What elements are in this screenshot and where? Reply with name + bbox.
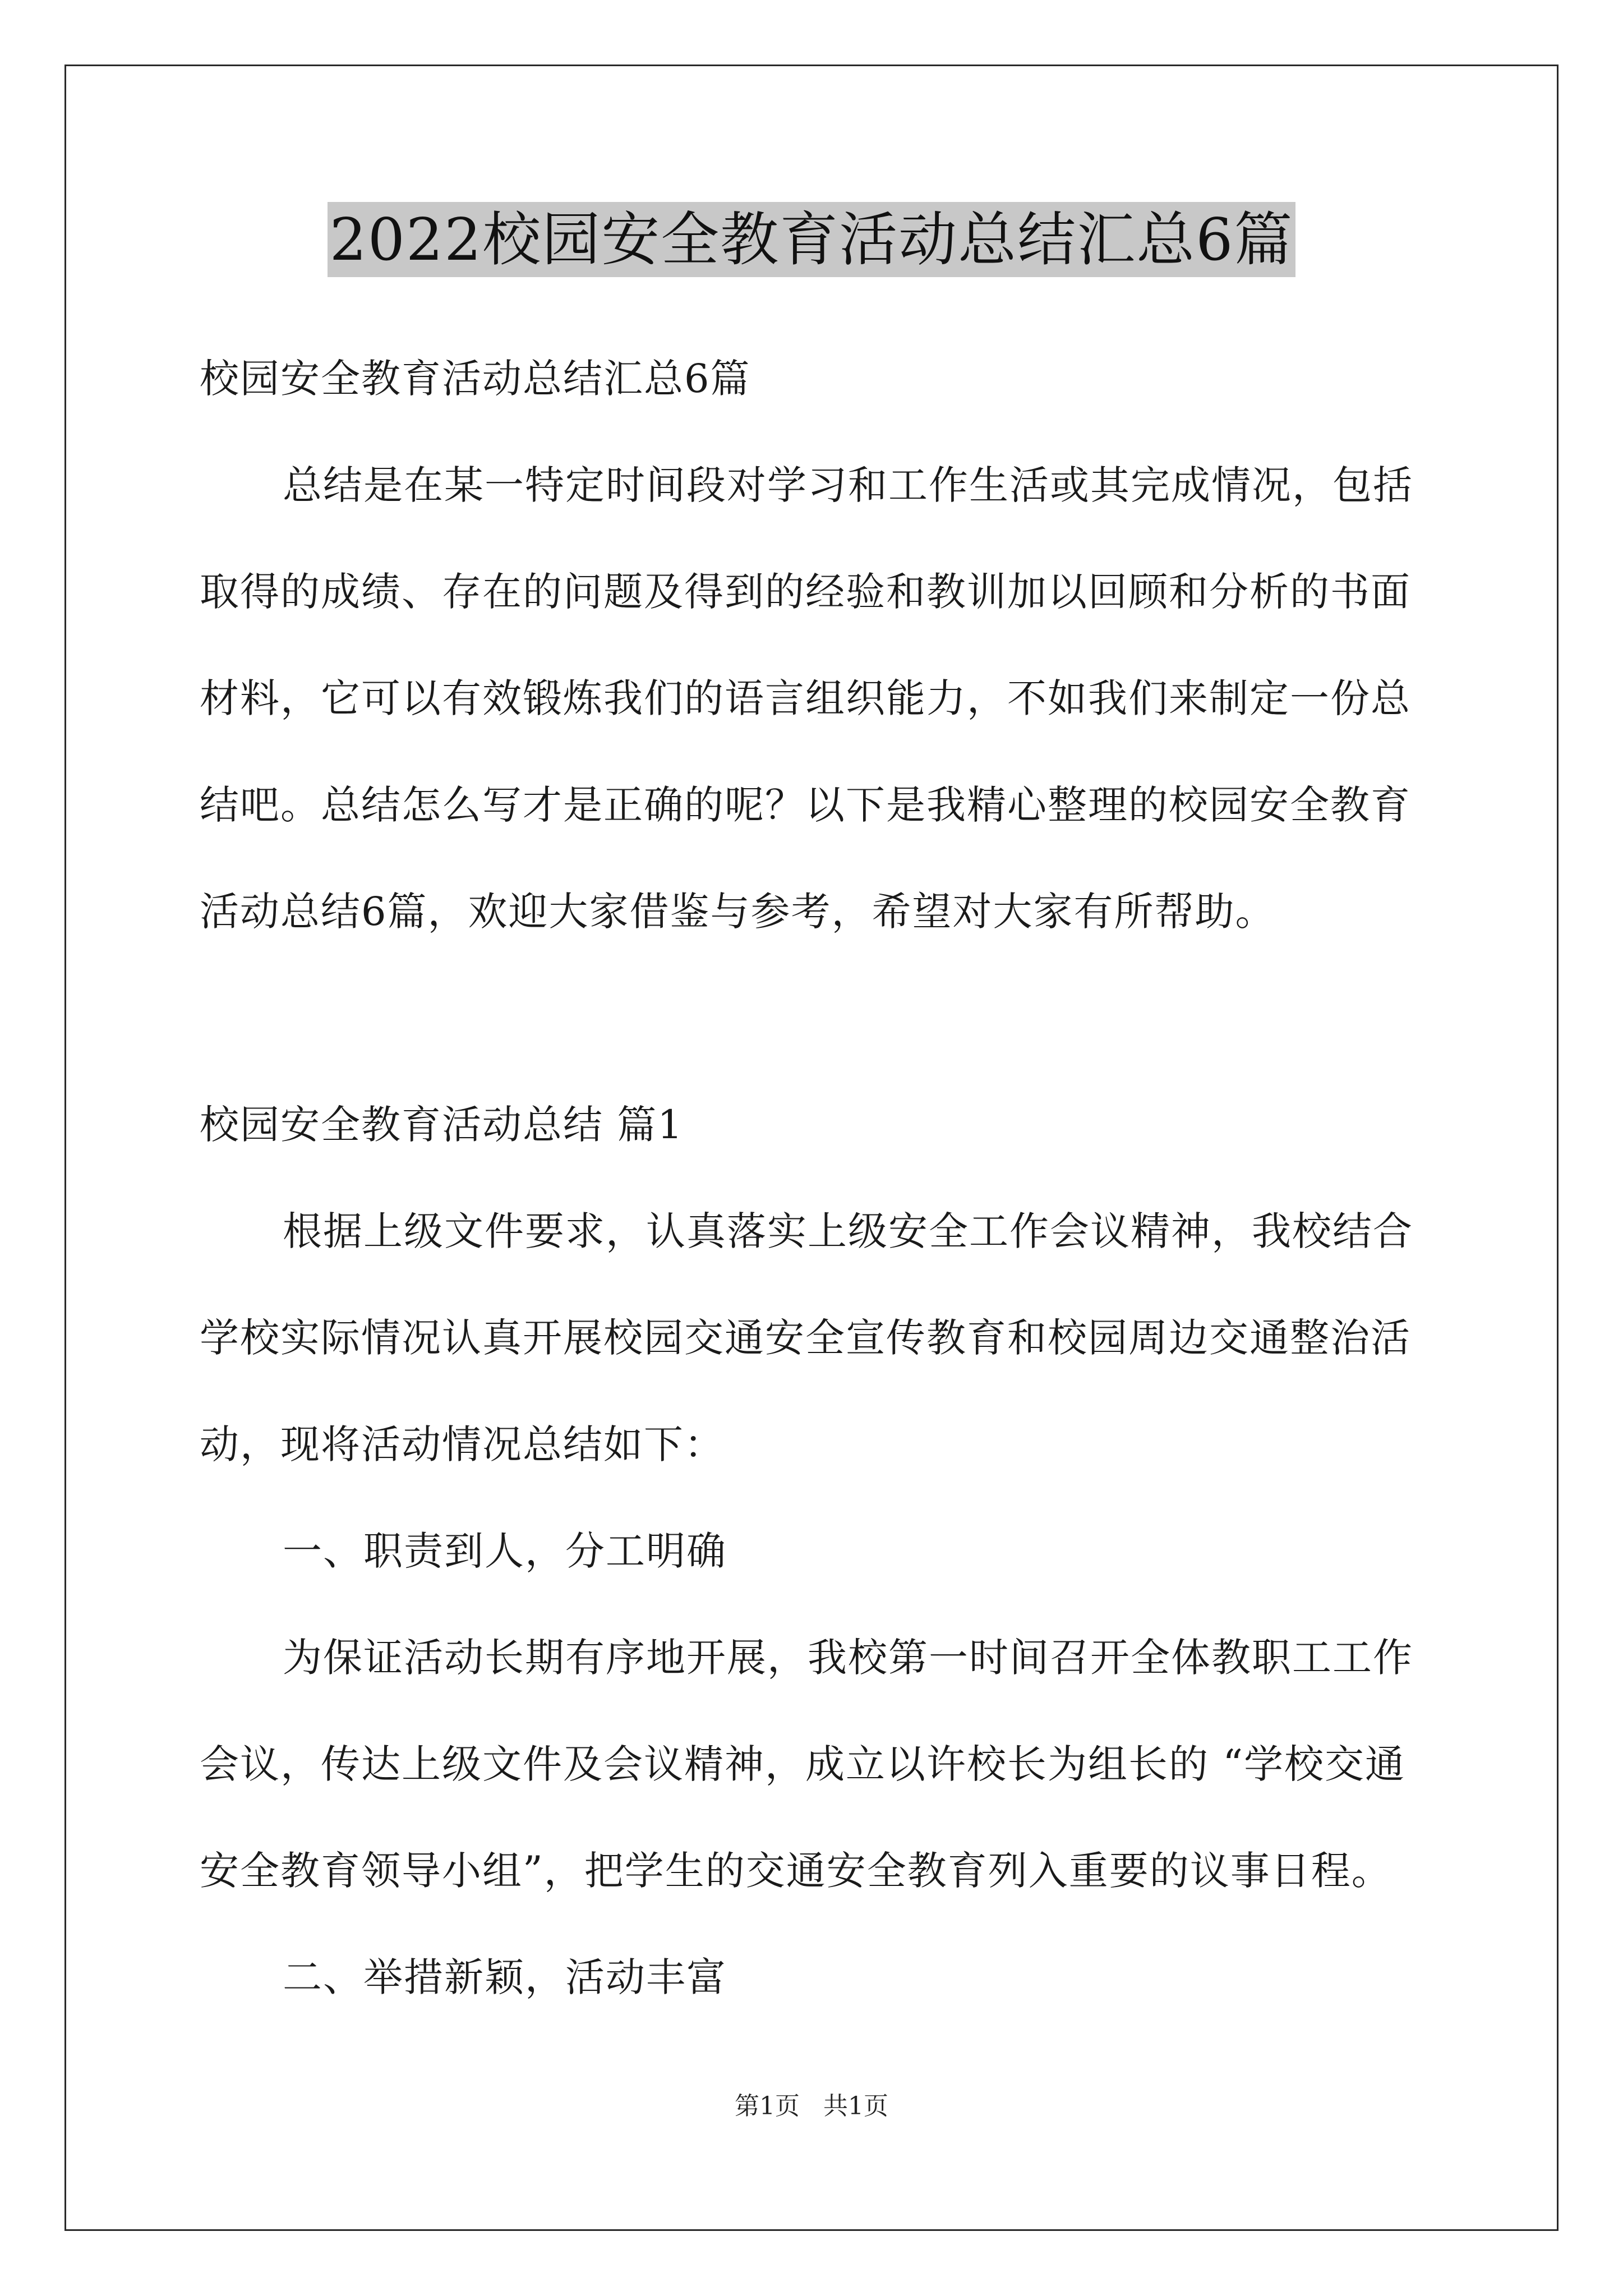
paragraph-line: 为保证活动长期有序地开展，我校第一时间召开全体教职工工作	[283, 1635, 1413, 1681]
subtitle: 校园安全教育活动总结汇总6篇	[200, 356, 751, 402]
paragraph-line: 动，现将活动情况总结如下：	[200, 1421, 725, 1467]
page-number-total: 共1页	[823, 2092, 888, 2120]
paragraph-line: 安全教育领导小组”，把学生的交通安全教育列入重要的议事日程。	[200, 1848, 1392, 1894]
paragraph-line: 会议，传达上级文件及会议精神，成立以许校长为组长的 “学校交通	[200, 1741, 1406, 1787]
title-container	[0, 202, 1623, 277]
subheading: 一、职责到人，分工明确	[283, 1528, 727, 1574]
page-footer	[0, 2090, 1623, 2123]
intro-line: 活动总结6篇，欢迎大家借鉴与参考，希望对大家有所帮助。	[200, 889, 1276, 935]
intro-line: 材料，它可以有效锻炼我们的语言组织能力，不如我们来制定一份总	[200, 675, 1411, 721]
section-heading: 校园安全教育活动总结 篇1	[200, 1102, 684, 1148]
intro-line: 结吧。总结怎么写才是正确的呢？以下是我精心整理的校园安全教育	[200, 782, 1411, 828]
document-title: 2022校园安全教育活动总结汇总6篇	[328, 202, 1296, 277]
intro-line: 取得的成绩、存在的问题及得到的经验和教训加以回顾和分析的书面	[200, 569, 1411, 615]
intro-line: 总结是在某一特定时间段对学习和工作生活或其完成情况，包括	[283, 462, 1413, 508]
paragraph-line: 学校实际情况认真开展校园交通安全宣传教育和校园周边交通整治活	[200, 1315, 1411, 1361]
page-number-current: 第1页	[735, 2092, 800, 2120]
paragraph-line: 根据上级文件要求，认真落实上级安全工作会议精神，我校结合	[283, 1208, 1413, 1254]
subheading: 二、举措新颖，活动丰富	[283, 1954, 727, 2000]
